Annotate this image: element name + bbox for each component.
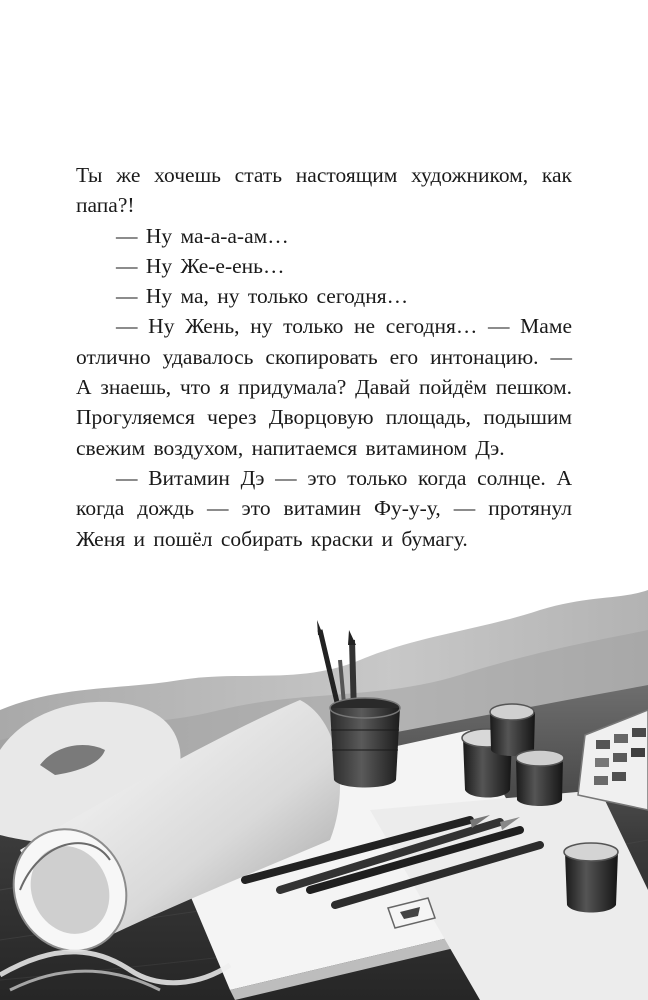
paragraph-3: — Ну Же-е-ень… bbox=[116, 253, 285, 278]
paint-jar-2 bbox=[490, 704, 535, 756]
paragraph-2: — Ну ма-а-а-ам… bbox=[116, 223, 289, 248]
paint-jar-3 bbox=[516, 750, 564, 806]
story-text bbox=[76, 160, 572, 554]
paragraph-6: — Витамин Дэ — это только когда солнце. А когда дождь — это витамин Фу-у-у, — протянул Женя и пошёл собирать краски и бумагу. bbox=[76, 465, 572, 551]
paragraph-4: — Ну ма, ну только сегодня… bbox=[116, 284, 409, 309]
paint-jar-4 bbox=[564, 843, 618, 913]
paragraph-5: — Ну Жень, ну только не сегодня… — Маме отлично удавалось скопировать его интонацию. — А знаешь, что я придумала? Давай пойдём пешком. Прогуляемся через Дворцовую площадь, подышим свежим воздухом, напитаемся витамином Дэ. bbox=[76, 314, 572, 460]
art-supplies-illustration bbox=[0, 590, 648, 1000]
paragraph-1: Ты же хочешь стать настоящим художником, как папа?! bbox=[76, 163, 572, 218]
